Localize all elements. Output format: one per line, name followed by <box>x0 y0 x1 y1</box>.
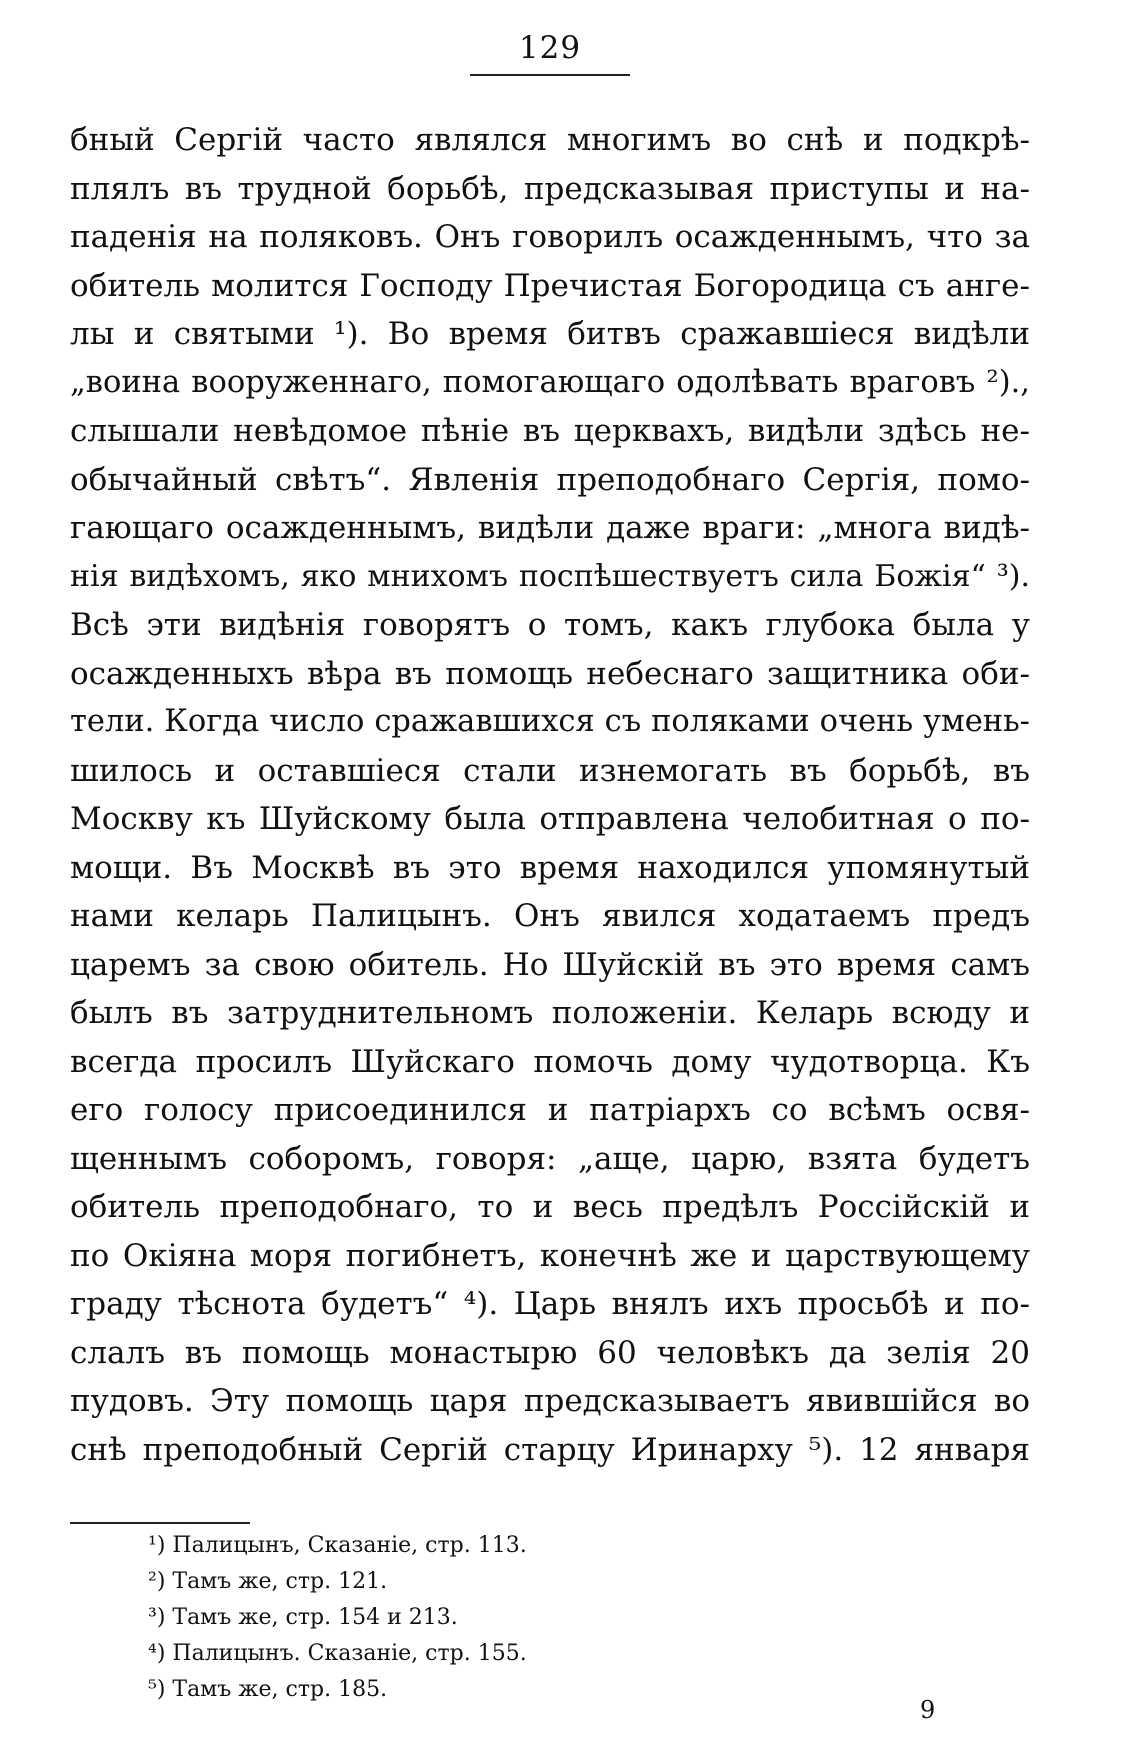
footnote: ³) Тамъ же, стр. 154 и 213. <box>148 1605 458 1630</box>
text-line: слышали невѣдомое пѣніе въ церквахъ, видѣли здѣсь не- <box>70 413 1030 449</box>
text-line: мощи. Въ Москвѣ въ это время находился упомянутый <box>70 849 1030 886</box>
text-line: нія видѣхомъ, яко мнихомъ поспѣшествуетъ сила Божія“ ³). <box>70 558 1030 594</box>
footnote: ⁴) Палицынъ. Сказаніе, стр. 155. <box>148 1641 527 1666</box>
text-line: шилось и оставшіеся стали изнемогать въ борьбѣ, въ <box>70 752 1030 789</box>
text-line: осажденныхъ вѣра въ помощь небеснаго защитника оби- <box>70 655 1030 692</box>
text-line: обитель преподобнаго, то и весь предѣлъ Россійскій и <box>70 1189 1030 1225</box>
text-line: по Окіяна моря погибнетъ, конечнѣ же и царствующему <box>70 1237 1030 1274</box>
text-line: гающаго осажденнымъ, видѣли даже враги: „многа видѣ- <box>70 510 1030 546</box>
text-line: былъ въ затруднительномъ положеніи. Келарь всюду и <box>70 995 1030 1031</box>
text-line: лы и святыми ¹). Во время битвъ сражавшіеся видѣли <box>70 316 1030 352</box>
text-line: щеннымъ соборомъ, говоря: „аще, царю, взята будетъ <box>70 1140 1030 1177</box>
text-line: снѣ преподобный Сергій старцу Иринарху ⁵). 12 января <box>70 1431 1030 1468</box>
text-line: паденія на поляковъ. Онъ говорилъ осажденнымъ, что за <box>70 219 1030 255</box>
main-text <box>70 116 1030 1474</box>
footnote: ¹) Палицынъ, Сказаніе, стр. 113. <box>148 1533 527 1558</box>
text-line: пудовъ. Эту помощь царя предсказываетъ явившійся во <box>70 1383 1030 1419</box>
text-line: царемъ за свою обитель. Но Шуйскій въ это время самъ <box>70 946 1030 983</box>
text-line: плялъ въ трудной борьбѣ, предсказывая приступы и на- <box>70 170 1030 207</box>
footnotes <box>148 1528 848 1708</box>
text-line: тели. Когда число сражавшихся съ поляками очень умень- <box>70 704 1030 739</box>
text-line: „воина вооруженнаго, помогающаго одолѣвать враговъ ²)., <box>70 364 1030 400</box>
text-line: граду тѣснота будетъ“ ⁴). Царь внялъ ихъ просьбѣ и по- <box>70 1286 1030 1322</box>
text-line: бный Сергій часто являлся многимъ во снѣ и подкрѣ- <box>70 122 1030 158</box>
footnote: ²) Тамъ же, стр. 121. <box>148 1569 388 1594</box>
page-number: 129 <box>470 30 630 76</box>
text-line: обычайный свѣтъ“. Явленія преподобнаго Сергія, помо- <box>70 461 1030 498</box>
text-line: его голосу присоединился и патріархъ со всѣмъ освя- <box>70 1092 1030 1128</box>
text-line: всегда просилъ Шуйскаго помочь дому чудотворца. Къ <box>70 1043 1030 1080</box>
footnote-divider <box>70 1522 250 1524</box>
text-line: Москву къ Шуйскому была отправлена челобитная о по- <box>70 801 1030 837</box>
text-line: Всѣ эти видѣнія говорятъ о томъ, какъ глубока была у <box>70 607 1030 643</box>
text-line: нами келарь Палицынъ. Онъ явился ходатаемъ предъ <box>70 898 1030 934</box>
text-line: обитель молится Господу Пречистая Богородица съ анге- <box>70 267 1030 304</box>
footnote: ⁵) Тамъ же, стр. 185. <box>148 1677 388 1702</box>
text-line: слалъ въ помощь монастырю 60 человѣкъ да зелія 20 <box>70 1334 1030 1371</box>
printer-signature-mark: 9 <box>920 1696 936 1724</box>
